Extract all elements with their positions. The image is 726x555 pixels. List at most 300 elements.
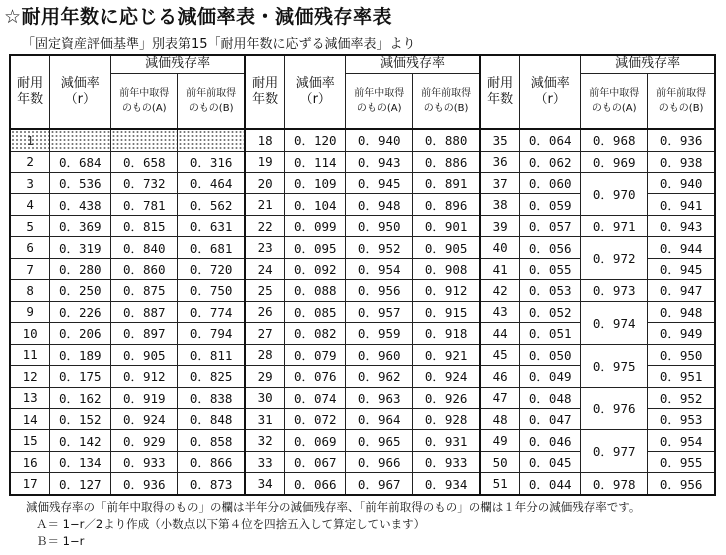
- cell-years-text: 39: [492, 218, 508, 234]
- cell-years-text: 11: [22, 347, 38, 363]
- cell-years-text: 5: [26, 218, 34, 234]
- cell-years-text: 42: [492, 282, 508, 298]
- cell-rate: 0．280: [50, 258, 111, 279]
- cell-residual-a: 0．781: [111, 194, 178, 215]
- cell-years-text: 38: [492, 197, 508, 213]
- cell-years: [480, 408, 520, 429]
- cell-residual-b: 0．562: [178, 194, 245, 215]
- cell-years-text: 30: [257, 390, 273, 406]
- cell-residual-a: 0．972: [581, 237, 648, 280]
- header-col-b-line2: のもの(B): [423, 102, 469, 114]
- cell-residual-a: 0．887: [111, 301, 178, 322]
- cell-rate: 0．048: [520, 387, 581, 408]
- cell-residual-a: 0．968: [581, 129, 648, 151]
- header-col-b-line1: 前年前取得: [656, 87, 707, 99]
- cell-residual-b: 0．941: [648, 194, 715, 215]
- cell-residual-b: 0．936: [648, 129, 715, 151]
- cell-residual-b: 0．464: [178, 172, 245, 193]
- cell-years-text: 15: [22, 433, 38, 449]
- cell-rate: 0．059: [520, 194, 581, 215]
- cell-residual-b: 0．933: [413, 451, 480, 472]
- cell-residual-b: 0．938: [648, 151, 715, 172]
- cell-residual-b: 0．901: [413, 215, 480, 236]
- cell-years: [10, 194, 50, 215]
- table-row: [10, 430, 715, 451]
- cell-residual-b: 0．896: [413, 194, 480, 215]
- cell-years: [480, 323, 520, 344]
- cell-years: [480, 344, 520, 365]
- header-rate-line2: （r）: [534, 92, 566, 107]
- cell-rate: 0．127: [50, 473, 111, 495]
- cell-rate: 0．114: [285, 151, 346, 172]
- cell-residual-b: 0．774: [178, 301, 245, 322]
- cell-residual-b: 0．886: [413, 151, 480, 172]
- notes: [26, 499, 640, 550]
- cell-residual-b: 0．316: [178, 151, 245, 172]
- cell-years-text: 29: [257, 368, 273, 384]
- cell-rate: 0．206: [50, 323, 111, 344]
- cell-years: [10, 129, 50, 151]
- header-col-a: [111, 73, 178, 129]
- cell-years-text: 28: [257, 347, 273, 363]
- cell-years-text: 2: [26, 154, 34, 170]
- cell-rate: 0．088: [285, 280, 346, 301]
- cell-years: [10, 258, 50, 279]
- cell-residual-a: 0．959: [346, 323, 413, 344]
- cell-residual-b: 0．811: [178, 344, 245, 365]
- header-rate-line1: 減価率: [530, 76, 570, 91]
- cell-residual-b: 0．944: [648, 237, 715, 258]
- cell-rate: 0．079: [285, 344, 346, 365]
- cell-residual-a: 0．936: [111, 473, 178, 495]
- cell-rate: 0．069: [285, 430, 346, 451]
- cell-residual-a: 0．945: [346, 172, 413, 193]
- cell-rate: 0．085: [285, 301, 346, 322]
- cell-years-text: 24: [257, 261, 273, 277]
- cell-years-text: 10: [22, 325, 38, 341]
- header-col-a-line1: 前年中取得: [354, 87, 405, 99]
- table-row: [10, 280, 715, 301]
- cell-residual-b: 0．924: [413, 366, 480, 387]
- cell-residual-b: 0．926: [413, 387, 480, 408]
- cell-rate: 0．684: [50, 151, 111, 172]
- note-formula-a: Ａ＝ 1−r／2より作成（小数点以下第４位を四捨五入して算定しています）: [36, 517, 426, 531]
- note-1: 減価残存率の「前年中取得のもの」の欄は半年分の減価残存率、「前年前取得のもの」の欄は１年分の減価残存率です。: [26, 500, 641, 514]
- table-row: [10, 129, 715, 151]
- cell-rate: 0．072: [285, 408, 346, 429]
- cell-years: [245, 387, 285, 408]
- header-years-line2: 年数: [252, 92, 279, 107]
- cell-years-text: 43: [492, 304, 508, 320]
- cell-residual-b: 0．750: [178, 280, 245, 301]
- header-col-b-line2: のもの(B): [658, 102, 704, 114]
- cell-years-text: 31: [257, 411, 273, 427]
- depreciation-table: [9, 54, 716, 496]
- cell-residual-a: 0．965: [346, 430, 413, 451]
- table-row: [10, 344, 715, 365]
- cell-years-text: 50: [492, 454, 508, 470]
- cell-rate: 0．142: [50, 430, 111, 451]
- cell-rate: 0．082: [285, 323, 346, 344]
- header-col-a-line1: 前年中取得: [589, 87, 640, 99]
- source-subtitle: 「固定資産評価基準」別表第15「耐用年数に応ずる減価率表」より: [22, 37, 416, 52]
- cell-residual-a: 0．967: [346, 473, 413, 495]
- cell-years-text: 14: [22, 411, 38, 427]
- cell-rate: 0．092: [285, 258, 346, 279]
- cell-years: [10, 473, 50, 495]
- cell-years: [480, 430, 520, 451]
- cell-residual-b: 0．931: [413, 430, 480, 451]
- header-col-a-line2: のもの(A): [591, 102, 637, 114]
- header-subrow: [10, 73, 715, 129]
- cell-years-text: 1: [26, 133, 34, 148]
- cell-residual-a: 0．940: [346, 129, 413, 151]
- cell-years: [245, 194, 285, 215]
- cell-residual-b: 0．825: [178, 366, 245, 387]
- cell-rate: 0．046: [520, 430, 581, 451]
- cell-residual-b: 0．858: [178, 430, 245, 451]
- header-col-b: [178, 73, 245, 129]
- cell-years: [245, 237, 285, 258]
- cell-residual-b: 0．880: [413, 129, 480, 151]
- cell-years-text: 36: [492, 154, 508, 170]
- cell-years: [10, 451, 50, 472]
- cell-years: [10, 301, 50, 322]
- cell-residual-b: 0．953: [648, 408, 715, 429]
- cell-residual-a: 0．815: [111, 215, 178, 236]
- header-residual: 減価残存率: [346, 55, 480, 73]
- cell-years-text: 33: [257, 454, 273, 470]
- cell-residual-a: 0．933: [111, 451, 178, 472]
- cell-residual-a: 0．943: [346, 151, 413, 172]
- cell-residual-b: 0．866: [178, 451, 245, 472]
- cell-residual-b: 0．912: [413, 280, 480, 301]
- cell-residual-b: 0．720: [178, 258, 245, 279]
- cell-rate: 0．152: [50, 408, 111, 429]
- cell-years-text: 27: [257, 325, 273, 341]
- cell-years: [245, 451, 285, 472]
- cell-years: [245, 473, 285, 495]
- cell-residual-a: 0．975: [581, 344, 648, 387]
- cell-years: [480, 301, 520, 322]
- cell-rate: 0．250: [50, 280, 111, 301]
- cell-residual-b: 0．918: [413, 323, 480, 344]
- cell-years-text: 34: [257, 476, 273, 492]
- header-years-line2: 年数: [487, 92, 514, 107]
- cell-years-text: 9: [26, 304, 34, 320]
- cell-rate: 0．053: [520, 280, 581, 301]
- header-years: [10, 55, 50, 129]
- cell-years-text: 51: [492, 476, 508, 492]
- cell-years: [245, 258, 285, 279]
- cell-years: [10, 151, 50, 172]
- cell-years: [245, 129, 285, 151]
- header-years-line2: 年数: [17, 92, 44, 107]
- cell-residual-a: 0．948: [346, 194, 413, 215]
- cell-rate: 0．226: [50, 301, 111, 322]
- cell-years: [10, 215, 50, 236]
- header-col-a-line1: 前年中取得: [119, 87, 170, 99]
- cell-years-text: 19: [257, 154, 273, 170]
- cell-residual-b: 0．943: [648, 215, 715, 236]
- cell-residual-b: 0．928: [413, 408, 480, 429]
- cell-years: [480, 172, 520, 193]
- cell-rate: 0．052: [520, 301, 581, 322]
- cell-rate: 0．051: [520, 323, 581, 344]
- cell-years: [480, 387, 520, 408]
- cell-years-text: 25: [257, 282, 273, 298]
- cell-rate: 0．099: [285, 215, 346, 236]
- cell-years-text: 37: [492, 175, 508, 191]
- header-rate-line1: 減価率: [295, 76, 335, 91]
- table-row: [10, 172, 715, 193]
- page-title: ☆耐用年数に応じる減価率表・減価残存率表: [4, 6, 393, 28]
- cell-years-text: 18: [257, 132, 273, 148]
- cell-years-text: 4: [26, 197, 34, 213]
- cell-residual-a: 0．912: [111, 366, 178, 387]
- cell-years-text: 22: [257, 218, 273, 234]
- cell-years-text: 26: [257, 304, 273, 320]
- cell-years-text: 12: [22, 368, 38, 384]
- cell-residual-b: 0．955: [648, 451, 715, 472]
- cell-years-text: 49: [492, 433, 508, 449]
- cell-years-text: 47: [492, 390, 508, 406]
- cell-years: [245, 280, 285, 301]
- cell-rate: 0．536: [50, 172, 111, 193]
- cell-years-text: 7: [26, 261, 34, 277]
- cell-years-text: 32: [257, 433, 273, 449]
- cell-residual-b: 0．838: [178, 387, 245, 408]
- cell-rate: 0．076: [285, 366, 346, 387]
- cell-years: [480, 258, 520, 279]
- cell-residual-a: 0．966: [346, 451, 413, 472]
- cell-residual-b: 0．681: [178, 237, 245, 258]
- header-years: [480, 55, 520, 129]
- cell-rate: 0．074: [285, 387, 346, 408]
- cell-residual-a: 0．950: [346, 215, 413, 236]
- cell-residual-b: 0．891: [413, 172, 480, 193]
- cell-rate: 0．438: [50, 194, 111, 215]
- cell-rate: 0．044: [520, 473, 581, 495]
- header-years-line1: 耐用: [17, 76, 44, 91]
- cell-years: [245, 344, 285, 365]
- header-years-line1: 耐用: [252, 76, 279, 91]
- header-years-line1: 耐用: [487, 76, 514, 91]
- cell-residual-b: 0．905: [413, 237, 480, 258]
- cell-residual-a: 0．970: [581, 172, 648, 215]
- cell-years: [245, 366, 285, 387]
- cell-rate: 0．175: [50, 366, 111, 387]
- cell-rate: 0．319: [50, 237, 111, 258]
- cell-years-text: 41: [492, 261, 508, 277]
- header-col-b: [413, 73, 480, 129]
- cell-residual-b: 0．873: [178, 473, 245, 495]
- cell-years: [10, 387, 50, 408]
- cell-residual-b: 0．631: [178, 215, 245, 236]
- cell-years-text: 20: [257, 175, 273, 191]
- cell-years-text: 6: [26, 240, 34, 256]
- header-col-a-line2: のもの(A): [121, 102, 167, 114]
- cell-residual-a: 0．973: [581, 280, 648, 301]
- cell-residual-a: 0．956: [346, 280, 413, 301]
- cell-years: [10, 408, 50, 429]
- cell-residual-a: 0．905: [111, 344, 178, 365]
- note-formula-b: Ｂ＝ 1−r: [36, 534, 85, 548]
- cell-residual-b: 0．954: [648, 430, 715, 451]
- cell-residual-a: 0．962: [346, 366, 413, 387]
- cell-rate: 0．134: [50, 451, 111, 472]
- header-years: [245, 55, 285, 129]
- cell-years: [10, 172, 50, 193]
- cell-residual-a: 0．978: [581, 473, 648, 495]
- cell-years-text: 23: [257, 240, 273, 256]
- cell-rate: 0．045: [520, 451, 581, 472]
- cell-years: [10, 430, 50, 451]
- cell-years: [245, 430, 285, 451]
- header-rate: [285, 55, 346, 129]
- cell-years: [10, 323, 50, 344]
- cell-years-text: 13: [22, 390, 38, 406]
- cell-rate: 0．050: [520, 344, 581, 365]
- cell-residual-b: 0．945: [648, 258, 715, 279]
- cell-residual-b: 0．934: [413, 473, 480, 495]
- cell-residual-b: 0．915: [413, 301, 480, 322]
- header-row: [10, 55, 715, 73]
- cell-residual-b: 0．921: [413, 344, 480, 365]
- cell-rate: 0．162: [50, 387, 111, 408]
- cell-residual-b: 0．950: [648, 344, 715, 365]
- cell-years-text: 45: [492, 347, 508, 363]
- header-rate-line2: （r）: [64, 92, 96, 107]
- cell-years-text: 21: [257, 197, 273, 213]
- cell-rate: 0．055: [520, 258, 581, 279]
- cell-residual-b: 0．848: [178, 408, 245, 429]
- cell-rate: 0．064: [520, 129, 581, 151]
- cell-rate: 0．066: [285, 473, 346, 495]
- cell-years: [245, 408, 285, 429]
- cell-years: [480, 366, 520, 387]
- cell-residual-a: 0．840: [111, 237, 178, 258]
- cell-years: [480, 194, 520, 215]
- table-row: [10, 215, 715, 236]
- cell-years-text: 35: [492, 132, 508, 148]
- cell-residual-a: 0．969: [581, 151, 648, 172]
- cell-residual-b: 0．949: [648, 323, 715, 344]
- cell-years: [480, 280, 520, 301]
- cell-rate: 0．369: [50, 215, 111, 236]
- header-residual: 減価残存率: [581, 55, 715, 73]
- header-rate-line1: 減価率: [60, 76, 100, 91]
- cell-residual-b: 0．794: [178, 323, 245, 344]
- cell-years: [10, 280, 50, 301]
- cell-years: [480, 237, 520, 258]
- cell-residual-b: 0．951: [648, 366, 715, 387]
- cell-years: [245, 215, 285, 236]
- cell-residual-a: 0．963: [346, 387, 413, 408]
- cell-residual-a: 0．960: [346, 344, 413, 365]
- cell-residual-a: 0．954: [346, 258, 413, 279]
- cell-residual-a: 0．964: [346, 408, 413, 429]
- cell-years: [245, 323, 285, 344]
- cell-rate: 0．189: [50, 344, 111, 365]
- header-col-a: [581, 73, 648, 129]
- cell-residual-b: 0．956: [648, 473, 715, 495]
- cell-rate: 0．067: [285, 451, 346, 472]
- cell-years: [480, 473, 520, 495]
- cell-residual-a: 0．860: [111, 258, 178, 279]
- header-col-b-line1: 前年前取得: [186, 87, 237, 99]
- table-row: [10, 151, 715, 172]
- cell-residual-a: 0．875: [111, 280, 178, 301]
- cell-residual-a: 0．658: [111, 151, 178, 172]
- cell-rate: 0．060: [520, 172, 581, 193]
- cell-residual-a: 0．952: [346, 237, 413, 258]
- cell-residual-a: 0．974: [581, 301, 648, 344]
- table-row: [10, 237, 715, 258]
- cell-years: [10, 366, 50, 387]
- cell-years-text: 16: [22, 454, 38, 470]
- cell-rate: 0．109: [285, 172, 346, 193]
- cell-rate: 0．104: [285, 194, 346, 215]
- cell-residual-b: [178, 129, 245, 151]
- cell-residual-a: 0．919: [111, 387, 178, 408]
- table-row: [10, 387, 715, 408]
- cell-years: [10, 344, 50, 365]
- cell-rate: 0．057: [520, 215, 581, 236]
- header-col-b: [648, 73, 715, 129]
- cell-rate: 0．049: [520, 366, 581, 387]
- cell-residual-b: 0．948: [648, 301, 715, 322]
- cell-years: [245, 172, 285, 193]
- cell-years: [480, 151, 520, 172]
- cell-residual-a: 0．976: [581, 387, 648, 430]
- header-residual: 減価残存率: [111, 55, 245, 73]
- cell-rate: [50, 129, 111, 151]
- cell-years: [480, 129, 520, 151]
- cell-residual-b: 0．908: [413, 258, 480, 279]
- cell-residual-a: 0．929: [111, 430, 178, 451]
- cell-years-text: 44: [492, 325, 508, 341]
- cell-years: [480, 451, 520, 472]
- cell-residual-b: 0．952: [648, 387, 715, 408]
- cell-years-text: 8: [26, 282, 34, 298]
- cell-rate: 0．056: [520, 237, 581, 258]
- cell-years: [245, 151, 285, 172]
- header-rate-line2: （r）: [299, 92, 331, 107]
- header-col-b-line1: 前年前取得: [421, 87, 472, 99]
- cell-years: [245, 301, 285, 322]
- cell-residual-a: 0．732: [111, 172, 178, 193]
- cell-years-text: 40: [492, 240, 508, 256]
- cell-residual-a: 0．977: [581, 430, 648, 473]
- cell-years: [10, 237, 50, 258]
- cell-years-text: 17: [22, 476, 38, 492]
- cell-rate: 0．120: [285, 129, 346, 151]
- table-row: [10, 473, 715, 495]
- header-col-a: [346, 73, 413, 129]
- cell-years-text: 46: [492, 368, 508, 384]
- cell-residual-a: [111, 129, 178, 151]
- cell-years-text: 48: [492, 411, 508, 427]
- header-col-a-line2: のもの(A): [356, 102, 402, 114]
- header-col-b-line2: のもの(B): [188, 102, 234, 114]
- cell-residual-a: 0．897: [111, 323, 178, 344]
- header-rate: [520, 55, 581, 129]
- cell-years-text: 3: [26, 175, 34, 191]
- cell-residual-b: 0．940: [648, 172, 715, 193]
- header-rate: [50, 55, 111, 129]
- cell-years: [480, 215, 520, 236]
